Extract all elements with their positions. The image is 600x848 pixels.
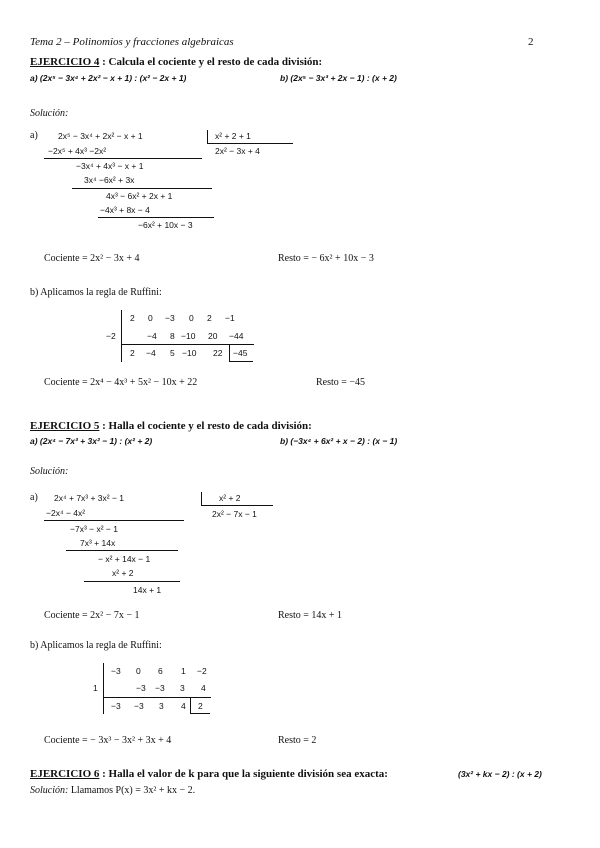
ex4-divisor-hbar <box>207 143 293 144</box>
exercise-5-a-label: a) <box>30 492 38 503</box>
ruffini-top-5: −2 <box>197 666 207 676</box>
exercise-5-task-a: a) (2x⁴ − 7x³ + 3x² − 1) : (x² + 2) <box>30 436 153 446</box>
ex4-division-row-6: −4x³ + 8x − 4 <box>100 205 150 215</box>
ex4-division-row-1: 2x⁵ − 3x⁴ + 2x² − x + 1 <box>58 131 143 141</box>
ruffini-remainder-underline <box>229 361 253 362</box>
ex5-division-row-4: 7x³ + 14x <box>80 538 116 548</box>
ex5-a-resto: Resto = 14x + 1 <box>278 610 343 621</box>
ruffini-bot-2: −3 <box>134 701 144 711</box>
exercise-6-heading <box>30 768 388 780</box>
ruffini-root: 1 <box>93 683 98 693</box>
ruffini-remainder-underline <box>190 713 210 714</box>
exercise-4-task-b: b) (2x⁵ − 3x³ + 2x − 1) : (x + 2) <box>280 73 397 83</box>
ex4-division-row-7: −6x² + 10x − 3 <box>138 220 193 230</box>
exercise-5-label: EJERCICIO 5 <box>30 420 100 432</box>
ex4-divisor: x² + 2 + 1 <box>215 131 251 141</box>
ruffini-remainder-bar <box>190 698 191 714</box>
ex4-b-intro: b) Aplicamos la regla de Ruffini: <box>30 287 162 298</box>
ex5-division-rule-2 <box>66 550 178 551</box>
exercise-5-solution-label: Solución: <box>30 466 69 477</box>
exercise-6-title: : Halla el valor de k para que la siguiente división sea exacta: <box>99 768 388 780</box>
ex5-b-resto: Resto = 2 <box>278 735 317 746</box>
ruffini-top-4: 0 <box>189 313 194 323</box>
exercise-4-solution-label: Solución: <box>30 108 69 119</box>
ruffini-bot-1: −3 <box>111 701 121 711</box>
ex4-division-row-5: 4x³ − 6x² + 2x + 1 <box>106 191 173 201</box>
ruffini-bot-4: −10 <box>182 348 197 358</box>
ruffini-mid-1: −4 <box>147 331 157 341</box>
ruffini-bot-1: 2 <box>130 348 135 358</box>
ex5-division-row-1: 2x⁴ + 7x³ + 3x² − 1 <box>54 493 125 503</box>
ruffini-top-2: 0 <box>148 313 153 323</box>
ex5-divisor: x² + 2 <box>219 493 241 503</box>
ruffini-bot-3: 5 <box>170 348 175 358</box>
exercise-4-task-a: a) (2x⁵ − 3x⁴ + 2x² − x + 1) : (x² − 2x + 1) <box>30 73 187 83</box>
exercise-5-heading <box>30 420 312 432</box>
ex4-division-row-3: −3x⁴ + 4x³ − x + 1 <box>76 161 144 171</box>
exercise-6-solution-label: Solución: <box>30 785 69 796</box>
page-header-title: Tema 2 – Polinomios y fracciones algebraicas <box>30 36 234 48</box>
ruffini-bot-3: 3 <box>159 701 164 711</box>
ex5-b-cociente: Cociente = − 3x³ − 3x² + 3x + 4 <box>44 735 172 746</box>
ex5-divisor-vbar <box>201 492 202 505</box>
ex5-division-rule-1 <box>44 520 184 521</box>
ruffini-top-1: −3 <box>111 666 121 676</box>
ex4-division-rule-2 <box>72 188 212 189</box>
ruffini-hline <box>121 344 254 345</box>
exercise-4-heading <box>30 56 322 68</box>
ruffini-vline <box>103 663 104 714</box>
ruffini-mid-4: 4 <box>201 683 206 693</box>
ruffini-hline <box>103 697 211 698</box>
ex5-division-row-5: − x² + 14x − 1 <box>98 554 151 564</box>
ex5-division-row-2: −2x⁴ − 4x² <box>46 508 86 518</box>
ex5-division-row-3: −7x³ − x² − 1 <box>70 524 118 534</box>
exercise-5-task-b: b) (−3x⁴ + 6x² + x − 2) : (x − 1) <box>280 436 398 446</box>
ex4-b-cociente: Cociente = 2x⁴ − 4x³ + 5x² − 10x + 22 <box>44 377 198 388</box>
ex4-division-row-2: −2x⁵ + 4x³ −2x² <box>48 146 107 156</box>
ruffini-remainder: −45 <box>233 348 248 358</box>
ruffini-mid-2: −3 <box>155 683 165 693</box>
ruffini-top-5: 2 <box>207 313 212 323</box>
ruffini-mid-3: 3 <box>180 683 185 693</box>
ruffini-remainder: 2 <box>198 701 203 711</box>
ruffini-mid-5: −44 <box>229 331 244 341</box>
ex4-b-resto: Resto = −45 <box>316 377 366 388</box>
exercise-6-label: EJERCICIO 6 <box>30 768 100 780</box>
exercise-5-title: : Halla el cociente y el resto de cada división: <box>99 420 312 432</box>
ex4-quotient-row: 2x² − 3x + 4 <box>215 146 260 156</box>
ruffini-top-4: 1 <box>181 666 186 676</box>
ex4-division-rule-1 <box>44 158 202 159</box>
exercise-4-label: EJERCICIO 4 <box>30 56 100 68</box>
ex5-division-row-7: 14x + 1 <box>133 585 162 595</box>
ex4-a-cociente: Cociente = 2x² − 3x + 4 <box>44 253 140 264</box>
ruffini-vline <box>121 310 122 362</box>
exercise-6-solution <box>30 785 195 796</box>
ruffini-bot-2: −4 <box>146 348 156 358</box>
ruffini-top-6: −1 <box>225 313 235 323</box>
ex5-quotient-row: 2x² − 7x − 1 <box>212 509 257 519</box>
ruffini-mid-3: −10 <box>181 331 196 341</box>
ruffini-mid-1: −3 <box>136 683 146 693</box>
exercise-4-title: : Calcula el cociente y el resto de cada división: <box>99 56 323 68</box>
ex5-divisor-hbar <box>201 505 273 506</box>
ex5-a-cociente: Cociente = 2x² − 7x − 1 <box>44 610 140 621</box>
page-number: 2 <box>528 36 534 48</box>
ruffini-top-2: 0 <box>136 666 141 676</box>
exercise-4-a-label: a) <box>30 130 38 141</box>
ruffini-bot-4: 4 <box>181 701 186 711</box>
ex4-division-row-4: 3x⁴ −6x² + 3x <box>84 175 135 185</box>
ruffini-root: −2 <box>106 331 116 341</box>
ex5-division-row-6: x² + 2 <box>112 568 134 578</box>
ruffini-remainder-bar <box>229 345 230 362</box>
ex4-divisor-vbar <box>207 130 208 143</box>
ruffini-top-3: 6 <box>158 666 163 676</box>
ex4-a-resto: Resto = − 6x² + 10x − 3 <box>278 253 374 264</box>
ruffini-top-1: 2 <box>130 313 135 323</box>
ex5-b-intro: b) Aplicamos la regla de Ruffini: <box>30 640 162 651</box>
exercise-6-solution-text: Llamamos P(x) = 3x² + kx − 2. <box>68 785 196 796</box>
exercise-6-task: (3x² + kx − 2) : (x + 2) <box>458 769 542 779</box>
ruffini-bot-5: 22 <box>213 348 223 358</box>
ruffini-mid-2: 8 <box>170 331 175 341</box>
ex5-division-rule-3 <box>84 581 180 582</box>
ruffini-top-3: −3 <box>165 313 175 323</box>
ruffini-mid-4: 20 <box>208 331 218 341</box>
ex4-division-rule-3 <box>98 217 214 218</box>
